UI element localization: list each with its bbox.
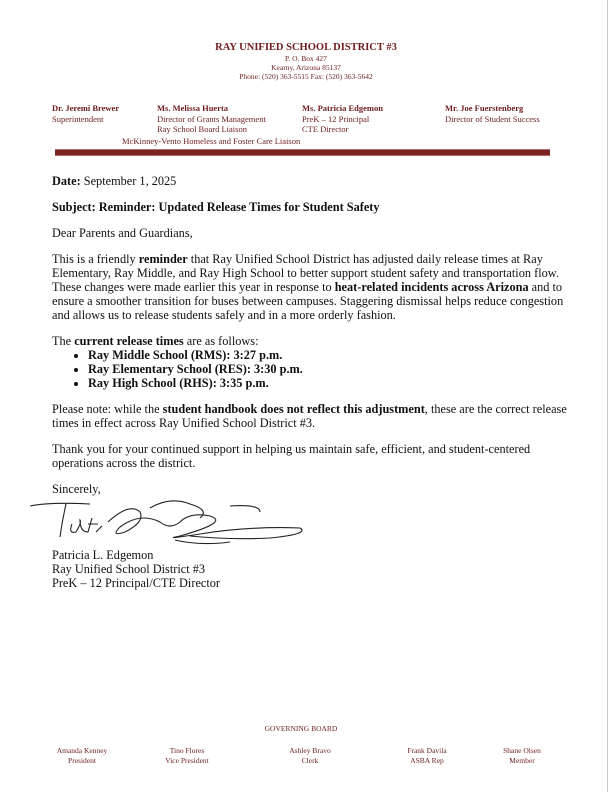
paragraph-3 [52, 402, 572, 430]
signer-name: Patricia L. Edgemon [52, 548, 154, 562]
staff-title: Director of Student Success [445, 113, 540, 124]
letter-date [52, 174, 572, 188]
staff-extra-title: McKinney-Vento Homeless and Foster Care Liaison [122, 136, 301, 146]
staff-name: Ms. Patricia Edgemon [302, 103, 383, 113]
member-name: Ashley Bravo [289, 746, 331, 755]
letter-body [52, 174, 572, 590]
staff-name: Dr. Jeremi Brewer [52, 103, 120, 113]
release-time-rhs: • Ray High School (RHS): 3:35 p.m. [88, 376, 572, 390]
text: This is a friendly [52, 252, 139, 266]
staff-edgemon [302, 103, 383, 135]
emphasis: student handbook does not reflect this adjustment [162, 402, 425, 416]
member-role: Clerk [301, 756, 319, 765]
emphasis: current release times [74, 334, 184, 348]
address-line-2: Kearny, Arizona 85137 [271, 63, 341, 72]
staff-name: Mr. Joe Fuerstenberg [445, 103, 524, 113]
page-edge [607, 0, 608, 792]
paragraph-4: Thank you for your continued support in helping us maintain safe, efficient, and student-centered operations across the district. [52, 442, 531, 470]
district-name: RAY UNIFIED SCHOOL DISTRICT #3 [215, 42, 397, 53]
staff-title: CTE Director [302, 124, 349, 134]
phone-fax: Phone: (520) 363-5515 Fax: (520) 363-5642 [239, 72, 373, 81]
staff-title: PreK – 12 Principal [302, 113, 370, 124]
date-value: September 1, 2025 [80, 174, 177, 188]
signer-organization: Ray Unified School District #3 [52, 562, 206, 576]
letterhead [0, 41, 612, 81]
text: , these are the correct release times in effect across Ray Unified School District #3. [52, 402, 567, 430]
release-time-rms: • Ray Middle School (RMS): 3:27 p.m. [88, 348, 572, 362]
header-divider [55, 149, 550, 156]
text: Please note: while the [52, 402, 163, 416]
release-times-list [52, 348, 572, 390]
text: are as follows: [183, 334, 259, 348]
staff-name: Ms. Melissa Huerta [157, 103, 229, 113]
board-member [27, 746, 137, 766]
closing: Sincerely, [52, 482, 101, 496]
staff-title: Director of Grants Management [157, 113, 266, 124]
member-role: President [68, 756, 96, 765]
emphasis: reminder [138, 252, 188, 266]
signer-block [52, 548, 572, 590]
member-name: Frank Davila [407, 746, 447, 755]
board-member [132, 746, 242, 766]
signature-image [30, 496, 320, 548]
member-name: Shane Olsen [503, 746, 541, 755]
staff-brewer [52, 103, 119, 124]
emphasis: heat-related incidents across Arizona [334, 280, 529, 294]
member-role: Vice President [165, 756, 209, 765]
greeting: Dear Parents and Guardians, [52, 226, 193, 240]
paragraph-2 [52, 334, 572, 348]
board-member [467, 746, 577, 766]
text: The [52, 334, 75, 348]
text: that Ray Unified School District has adjusted daily release times at Ray Elementary, Ray Middle, and Ray High School to better support student safety and transportation flow. These changes were made earlier this year in response to [52, 252, 559, 294]
staff-title: Superintendent [52, 113, 104, 124]
staff-huerta [157, 103, 266, 135]
date-label: Date: [52, 174, 81, 188]
staff-title: Ray School Board Liaison [157, 124, 247, 134]
governing-board-heading: GOVERNING BOARD [264, 724, 338, 733]
letter-subject: Subject: Reminder: Updated Release Times for Student Safety [52, 200, 380, 214]
member-name: Tino Flores [169, 746, 205, 755]
member-role: Member [509, 756, 535, 765]
member-name: Amanda Kenney [56, 746, 108, 755]
release-time-res: • Ray Elementary School (RES): 3:30 p.m. [88, 362, 572, 376]
address-line-1: P. O. Box 427 [285, 54, 327, 63]
text: and to ensure a smoother transition for buses between campuses. Staggering dismissal helps reduce congestion and allows us to release students safely and in a more orderly fashion. [52, 280, 564, 322]
member-role: ASBA Rep [410, 756, 444, 765]
staff-fuerstenberg [445, 103, 540, 124]
paragraph-1 [52, 252, 568, 322]
board-member [372, 746, 482, 766]
signer-title: PreK – 12 Principal/CTE Director [52, 576, 221, 590]
board-member [255, 746, 365, 766]
release-times-section [52, 334, 572, 390]
